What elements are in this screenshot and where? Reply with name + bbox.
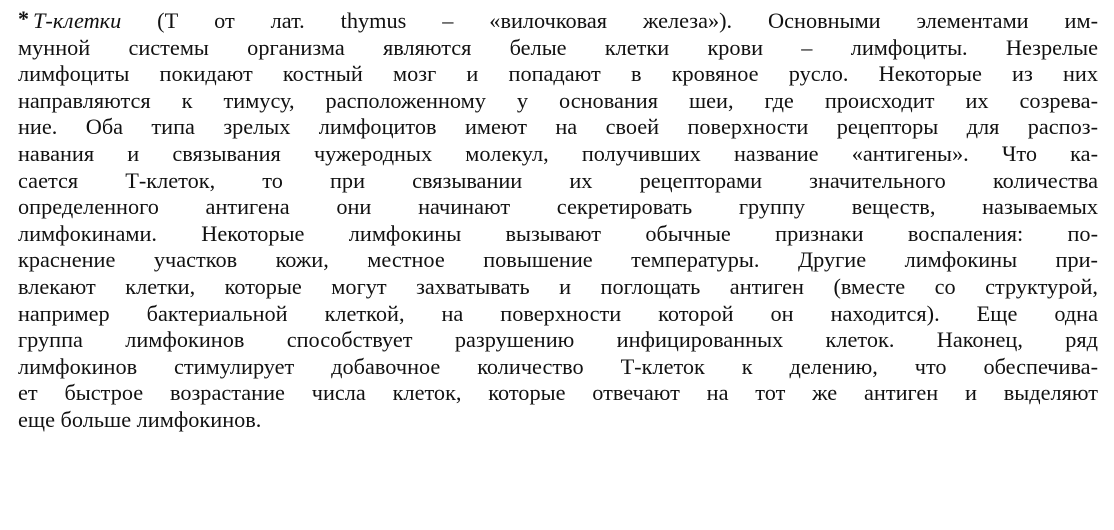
footnote-line: лимфокинов стимулирует добавочное количество Т-клеток к делению, что обеспечива- [18,353,1098,379]
footnote-line: влекают клетки, которые могут захватывать и поглощать антиген (вместе со структурой, [18,273,1098,299]
footnote-line: определенного антигена они начинают секретировать группу веществ, называемых [18,194,1098,220]
footnote-line: группа лимфокинов способствует разрушению инфицированных клеток. Наконец, ряд [18,327,1098,353]
footnote-line: сается Т-клеток, то при связывании их рецепторами значительного количества [18,167,1098,193]
footnote-line: направляются к тимусу, расположенному у основания шеи, где происходит их созрева- [18,87,1098,113]
footnote-line-text: (Т от лат. thymus – «вилочковая железа»). Основными элементами им- [121,8,1098,33]
footnote [18,6,1098,434]
footnote-line: мунной системы организма являются белые клетки крови – лимфоциты. Незрелые [18,34,1098,60]
footnote-line: ет быстрое возрастание числа клеток, которые отвечают на тот же антиген и выделяют [18,380,1098,406]
footnote-term: Т-клетки [33,8,122,33]
footnote-line [18,6,1098,35]
footnote-line: лимфоциты покидают костный мозг и попадают в кровяное русло. Некоторые из них [18,61,1098,87]
footnote-marker: * [18,6,29,31]
footnote-line: например бактериальной клеткой, на поверхности которой он находится). Еще одна [18,300,1098,326]
footnote-line: лимфокинами. Некоторые лимфокины вызывают обычные признаки воспаления: по- [18,220,1098,246]
footnote-line: еще больше лимфокинов. [18,406,262,432]
footnote-line: краснение участков кожи, местное повышение температуры. Другие лимфокины при- [18,247,1098,273]
footnote-line: ние. Оба типа зрелых лимфоцитов имеют на своей поверхности рецепторы для распоз- [18,114,1098,140]
footnote-line: навания и связывания чужеродных молекул, получивших название «антигены». Что ка- [18,140,1098,166]
